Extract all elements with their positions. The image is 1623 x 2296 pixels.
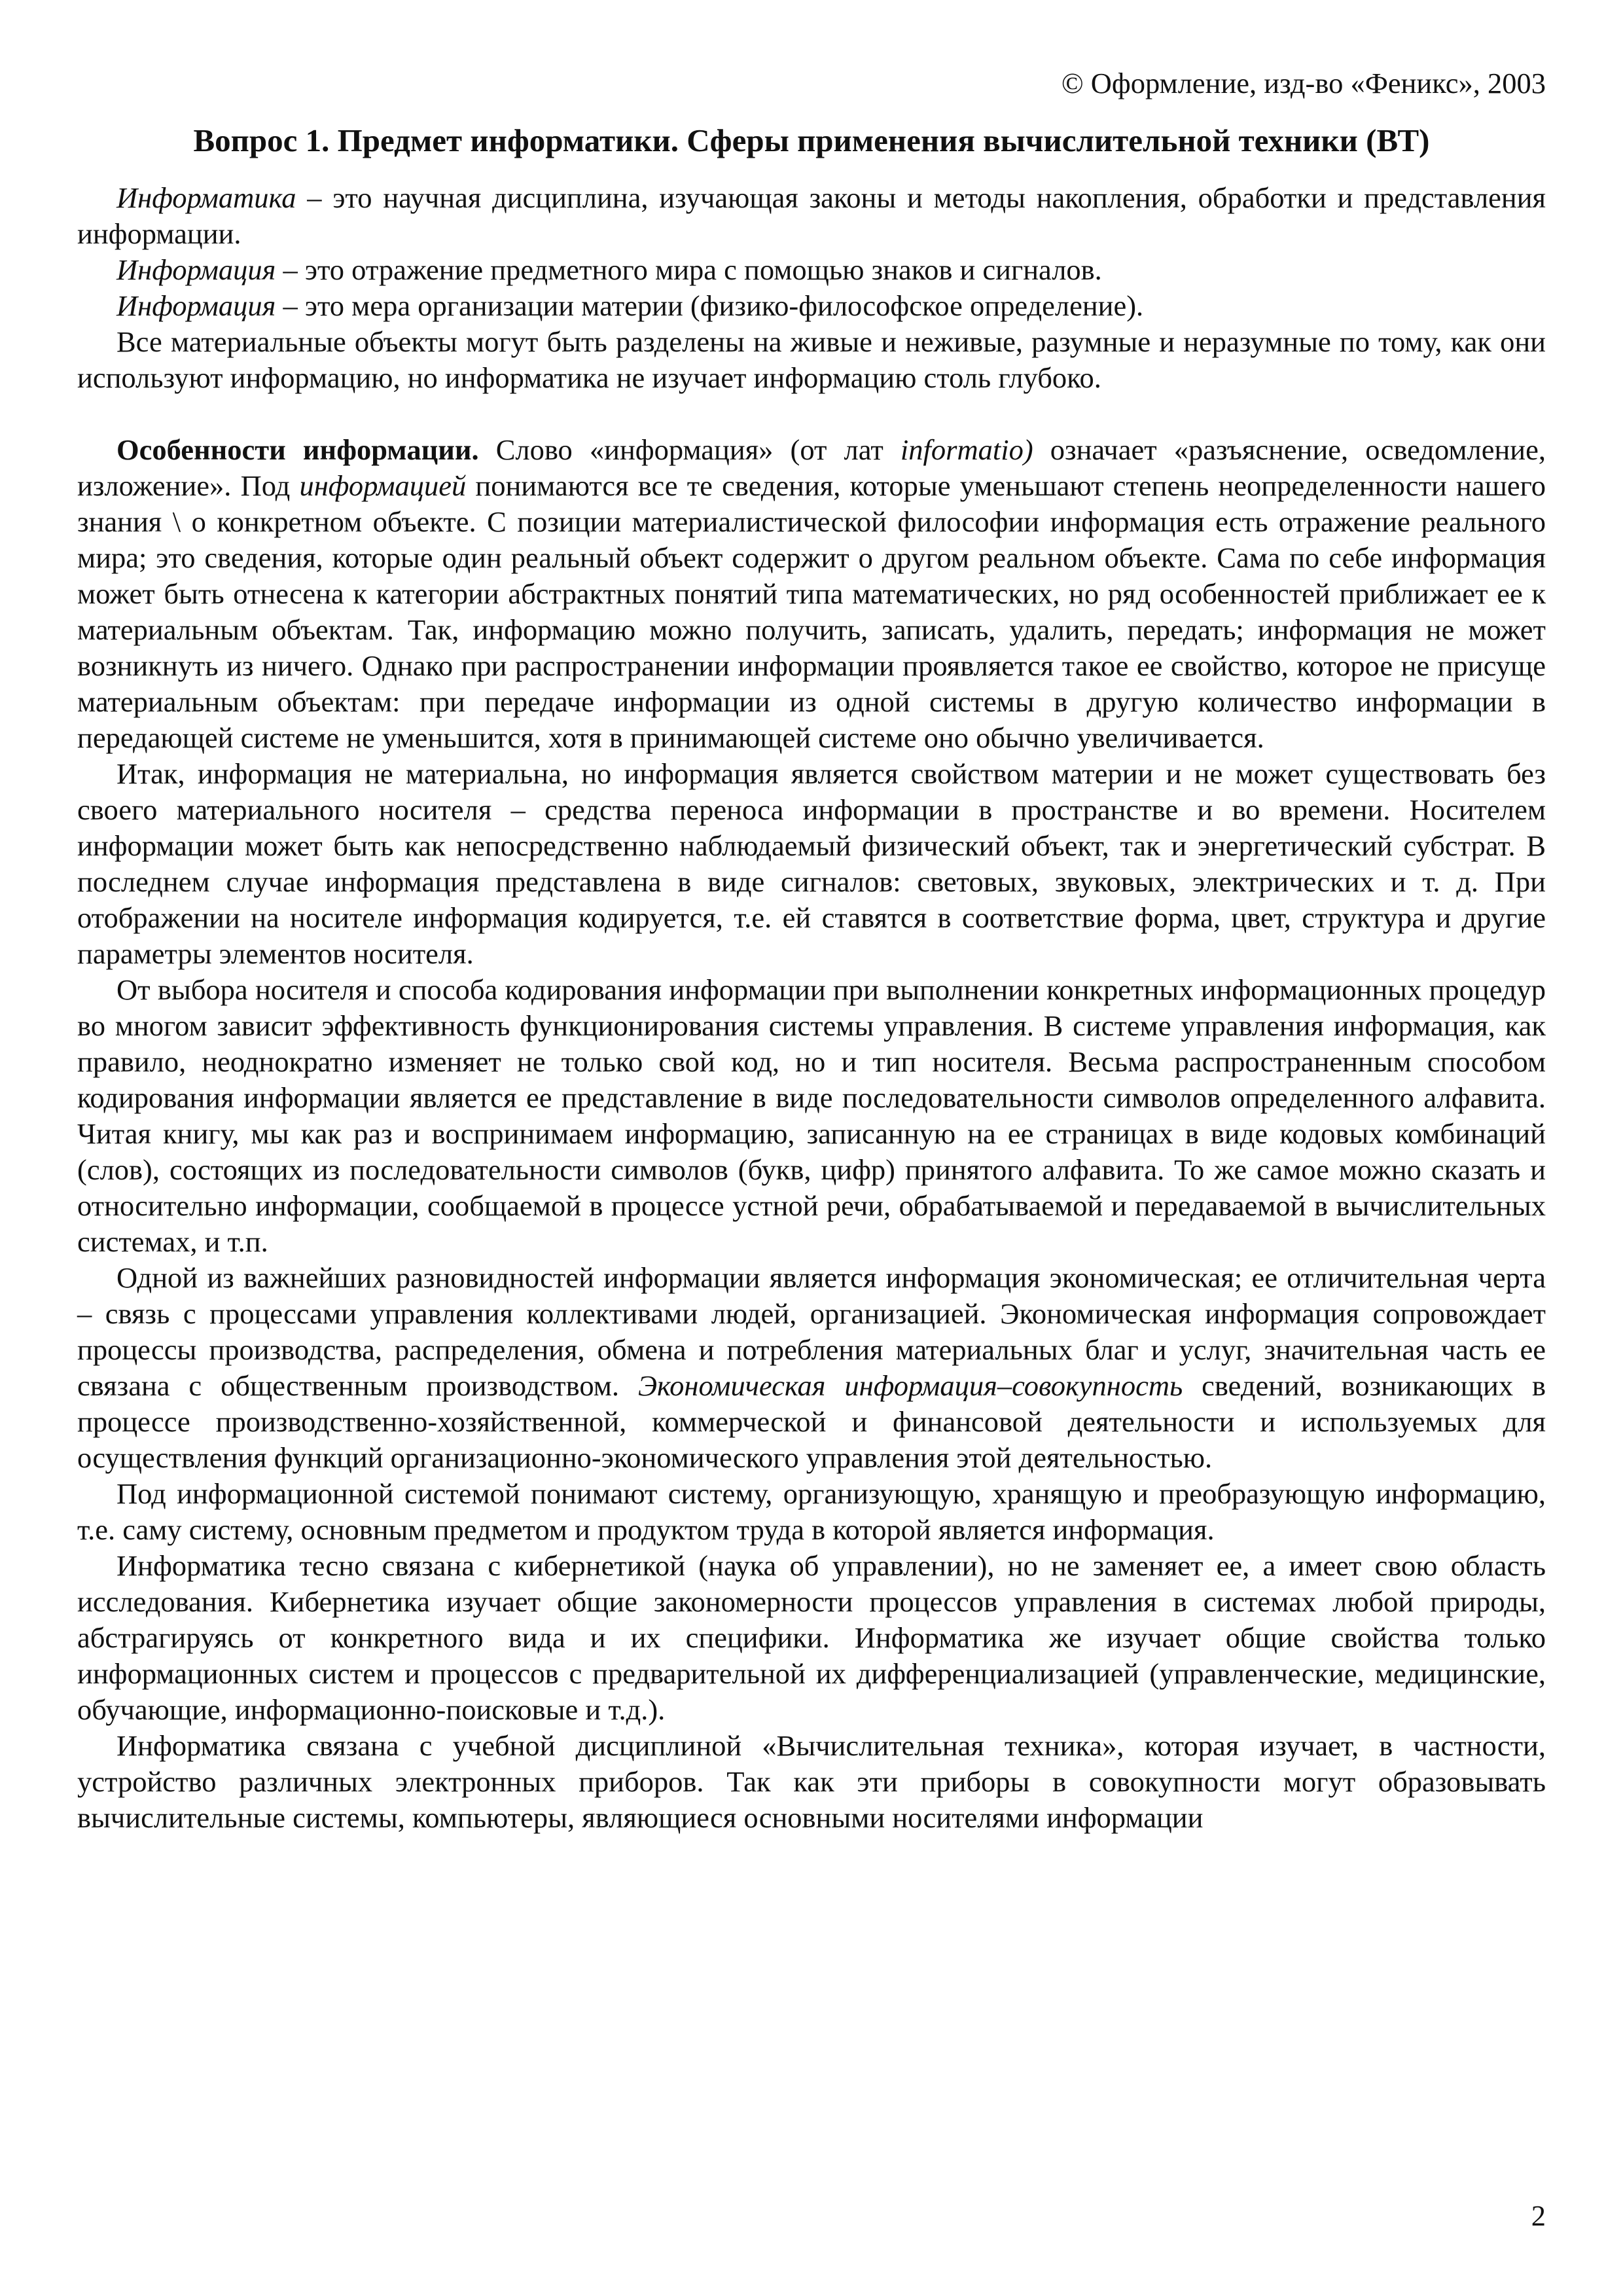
body-text: Одной из важнейших разновидностей информации является информация экономическая; ее отличительная черта – связь с процессами управления коллективами людей, организацией. Экономическая информация сопровождает процессы производства, распределения, обмена и потребления материальных благ и услуг, значительная часть ее связана с общественным производством. [77, 1261, 1546, 1402]
page-title: Вопрос 1. Предмет информатики. Сферы применения вычислительной техники (ВТ) [193, 122, 1430, 158]
italic-term: Экономическая информация–совокупность [637, 1369, 1183, 1402]
definition-text: – это научная дисциплина, изучающая законы и методы накопления, обработки и представления информации. [77, 181, 1546, 250]
paragraph-definition-informatics [77, 180, 1546, 252]
paragraph-computing-technique: Информатика связана с учебной дисциплиной «Вычислительная техника», которая изучает, в частности, устройство различных электронных приборов. Так как эти приборы в совокупности могут образовывать вычислительные системы, компьютеры, являющиеся основными носителями информации [77, 1729, 1546, 1834]
definition-text: – это мера организации материи (физико-философское определение). [276, 289, 1144, 322]
paragraph-economic-information [77, 1260, 1546, 1476]
paragraph-information-features [77, 432, 1546, 756]
paragraph-spacer [77, 396, 1546, 432]
term-information: Информация [116, 253, 276, 286]
italic-term: информацией [299, 469, 467, 502]
paragraph-information-carrier: Итак, информация не материальна, но информация является свойством материи и не может существовать без своего материального носителя – средства переноса информации в пространстве и во времени. Носителем информации может быть как непосредственно наблюдаемый физический объект, так и энергетический субстрат. В последнем случае информация представлена в виде сигналов: световых, звуковых, электрических и т. д. При отображении на носителе информация кодируется, т.е. ей ставятся в соответствие форма, цвет, структура и другие параметры элементов носителя. [77, 757, 1546, 970]
paragraph-cybernetics: Информатика тесно связана с кибернетикой (наука об управлении), но не заменяет ее, а имеет свою область исследования. Кибернетика изучает общие закономерности процессов управления в системах любой природы, абстрагируясь от конкретного вида и их специфики. Информатика же изучает общие свойства только информационных систем и процессов с предварительной их дифференциализацией (управленческие, медицинские, обучающие, информационно-поисковые и т.д.). [77, 1549, 1546, 1726]
term-information: Информация [116, 289, 276, 322]
term-informatics: Информатика [116, 181, 296, 214]
section-heading: Особенности информации. [116, 433, 479, 466]
paragraph-material-objects: Все материальные объекты могут быть разделены на живые и неживые, разумные и неразумные по тому, как они используют информацию, но информатика не изучает информацию столь глубоко. [77, 325, 1546, 394]
paragraph-definition-information [77, 252, 1546, 288]
latin-term: informatio) [900, 433, 1033, 466]
paragraph-information-system: Под информационной системой понимают систему, организующую, хранящую и преобразующую информацию, т.е. саму систему, основным предметом и продуктом труда в которой является информация. [77, 1477, 1546, 1546]
body-text: сведений, возникающих в процессе производственно-хозяйственной, коммерческой и финансовой деятельности и используемых для осуществления функций организационно-экономического управления этой деятельностью. [77, 1369, 1546, 1474]
paragraph-coding: От выбора носителя и способа кодирования информации при выполнении конкретных информационных процедур во многом зависит эффективность функционирования системы управления. В системе управления информация, как правило, неоднократно изменяет не только свой код, но и тип носителя. Весьма распространенным способом кодирования информации является ее представление в виде последовательности символов определенного алфавита. Читая книгу, мы как раз и воспринимаем информацию, записанную на ее страницах в виде кодовых комбинаций (слов), состоящих из последовательности символов (букв, цифр) принятого алфавита. То же самое можно сказать и относительно информации, сообщаемой в процессе устной речи, обрабатываемой и передаваемой в вычислительных системах, и т.п. [77, 973, 1546, 1258]
body-text: Слово «информация» (от лат [478, 433, 901, 466]
copyright-line: © Оформление, изд-во «Феникс», 2003 [1061, 67, 1546, 99]
paragraph-definition-information-philosophical [77, 288, 1546, 324]
body-text: означает «разъяснение, осведомление, изложение». Под [77, 433, 1546, 502]
definition-text: – это отражение предметного мира с помощью знаков и сигналов. [276, 253, 1102, 286]
page-number: 2 [1531, 2199, 1546, 2232]
body-text: понимаются все те сведения, которые уменьшают степень неопределенности нашего знания \ о конкретном объекте. С позиции материалистической философии информация есть отражение реального мира; это сведения, которые один реальный объект содержит о другом реальном объекте. Сама по себе информация может быть отнесена к категории абстрактных понятий типа математических, но ряд особенностей приближает ее к материальным объектам. Так, информацию можно получить, записать, удалить, передать; информация не может возникнуть из ничего. Однако при распространении информации проявляется такое ее свойство, которое не присуще материальным объектам: при передаче информации из одной системы в другую количество информации в передающей системе не уменьшится, хотя в принимающей системе оно обычно увеличивается. [77, 469, 1546, 754]
